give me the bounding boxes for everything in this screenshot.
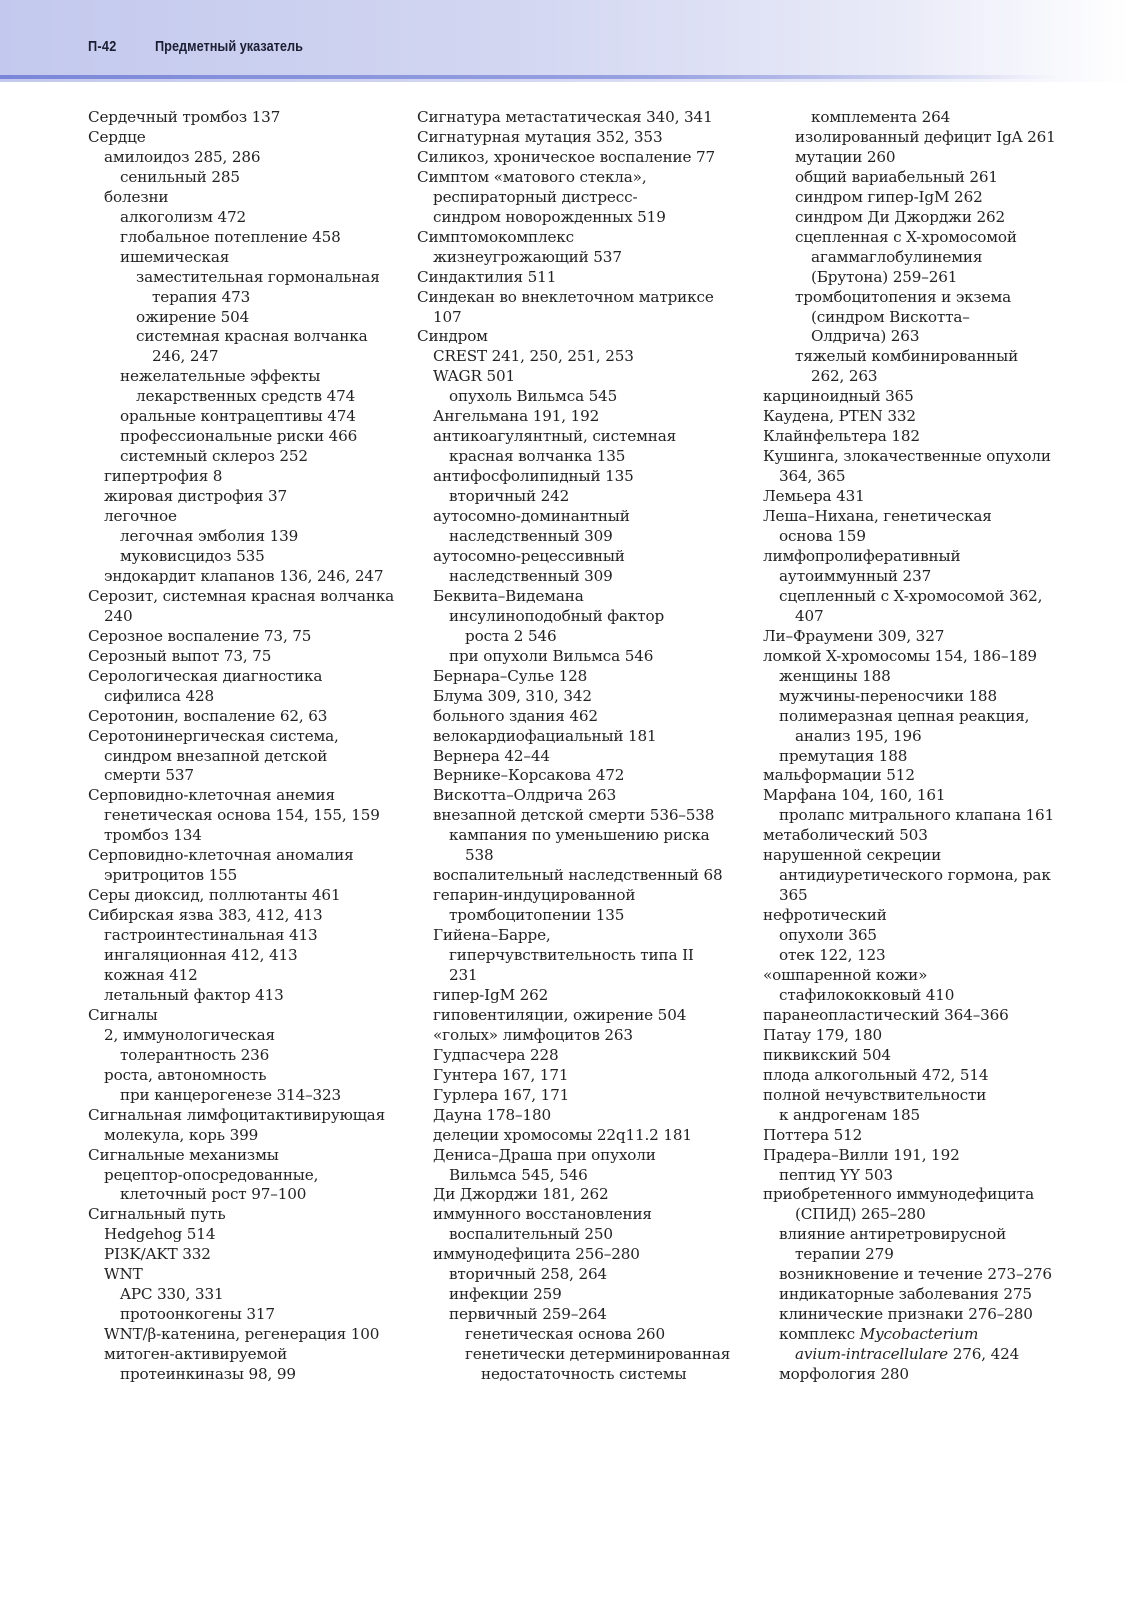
index-entry: антидиуретического гормона, рак (779, 866, 1051, 885)
index-entry: 538 (465, 846, 494, 865)
index-entry: внезапной детской смерти 536–538 (433, 806, 715, 825)
index-entry: глобальное потепление 458 (120, 227, 341, 246)
index-entry: 240 (104, 606, 133, 625)
index-entry: смерти 537 (104, 766, 194, 785)
index-entry: сенильный 285 (120, 167, 240, 186)
index-entry: заместительная гормональная (136, 267, 380, 286)
index-entry: воспалительный 250 (449, 1225, 613, 1244)
index-entry: Hedgehog 514 (104, 1225, 216, 1244)
index-entry: амилоидоз 285, 286 (104, 147, 261, 166)
index-entry: кожная 412 (104, 965, 198, 984)
index-entry: Серозное воспаление 73, 75 (88, 626, 312, 645)
index-entry: Симптом «матового стекла», (417, 167, 647, 186)
index-entry: Ли–Фраумени 309, 327 (763, 626, 945, 645)
index-entry: гастроинтестинальная 413 (104, 926, 318, 945)
index-entry: инсулиноподобный фактор (449, 606, 665, 625)
index-entry: эритроцитов 155 (104, 866, 238, 885)
index-entry: изолированный дефицит IgA 261 (795, 127, 1056, 146)
index-entry: Каудена, PTEN 332 (763, 407, 916, 426)
index-entry: «голых» лимфоцитов 263 (433, 1025, 633, 1044)
index-entry: 231 (449, 965, 478, 984)
index-entry: Сердечный тромбоз 137 (88, 108, 281, 126)
index-entry: Серы диоксид, поллютанты 461 (88, 886, 341, 905)
index-entry: Серотонин, воспаление 62, 63 (88, 706, 328, 725)
index-entry: роста, автономность (104, 1065, 267, 1084)
index-entry: (синдром Вискотта– (811, 307, 970, 326)
index-entry: опухоли 365 (779, 926, 877, 945)
index-entry: основа 159 (779, 527, 866, 546)
index-entry: Серозный выпот 73, 75 (88, 646, 272, 665)
index-entry: Синдактилия 511 (417, 267, 557, 286)
index-entry: полной нечувствительности (763, 1085, 987, 1104)
index-entry: болезни (104, 187, 169, 206)
index-entry: лекарственных средств 474 (136, 387, 356, 406)
index-entry: наследственный 309 (449, 566, 613, 585)
index-entry: Бернара–Сулье 128 (433, 666, 588, 685)
index-column-2 (417, 108, 737, 1385)
index-entry: аутосомно-доминантный (433, 507, 630, 526)
index-entry: клинические признаки 276–280 (779, 1305, 1033, 1324)
index-entry: «ошпаренной кожи» (763, 965, 928, 984)
index-entry: нежелательные эффекты (120, 367, 321, 386)
index-entry: Дауна 178–180 (433, 1105, 551, 1124)
index-entry: комплемента 264 (811, 108, 951, 126)
index-entry: опухоль Вильмса 545 (449, 387, 618, 406)
index-entry: аутосомно-рецессивный (433, 546, 625, 565)
index-entry: Марфана 104, 160, 161 (763, 786, 946, 805)
index-entry: мутации 260 (795, 147, 896, 166)
index-entry: карциноидный 365 (763, 387, 914, 406)
index-entry: протеинкиназы 98, 99 (120, 1365, 296, 1384)
index-entry: кампания по уменьшению риска (449, 826, 710, 845)
index-entry: синдром гипер-IgM 262 (795, 187, 983, 206)
index-entry: первичный 259–264 (449, 1305, 607, 1324)
index-entry: Олдрича) 263 (811, 327, 920, 346)
index-entry: APC 330, 331 (120, 1285, 224, 1304)
index-entry: легочное (104, 507, 177, 526)
running-head: Предметный указатель (155, 38, 303, 55)
index-entry: Кушинга, злокачественные опухоли (763, 447, 1051, 466)
index-entry: сифилиса 428 (104, 686, 214, 705)
index-entry: тромбоцитопении 135 (449, 906, 625, 925)
index-entry: Гурлера 167, 171 (433, 1085, 570, 1104)
index-entry: Сигнальные механизмы (88, 1145, 279, 1164)
index-entry: пептид YY 503 (779, 1165, 893, 1184)
index-entry: 407 (795, 606, 824, 625)
index-entry: больного здания 462 (433, 706, 598, 725)
index-entry: ломкой X-хромосомы 154, 186–189 (763, 646, 1037, 665)
index-entry: Серологическая диагностика (88, 666, 323, 685)
index-entry: рецептор-опосредованные, (104, 1165, 319, 1184)
index-entry: Сибирская язва 383, 412, 413 (88, 906, 323, 925)
index-entry: респираторный дистресс- (433, 187, 638, 206)
index-entry: молекула, корь 399 (104, 1125, 259, 1144)
index-entry: Дениса–Драша при опухоли (433, 1145, 656, 1164)
index-entry: влияние антиретровирусной (779, 1225, 1007, 1244)
index-entry: морфология 280 (779, 1365, 909, 1384)
index-entry: WAGR 501 (433, 367, 516, 386)
index-entry: недостаточность системы (481, 1365, 687, 1384)
index-entry: Сигнальная лимфоцитактивирующая (88, 1105, 386, 1124)
index-entry: Серозит, системная красная волчанка (88, 586, 395, 605)
index-entry: системный склероз 252 (120, 447, 308, 466)
index-entry: гепарин-индуцированной (433, 886, 636, 905)
index-entry: индикаторные заболевания 275 (779, 1285, 1032, 1304)
index-entry: Беквита–Видемана (433, 586, 584, 605)
index-entry: Гийена–Барре, (433, 926, 551, 945)
index-entry: PI3K/AKT 332 (104, 1245, 211, 1264)
index-entry: CREST 241, 250, 251, 253 (433, 347, 634, 366)
index-entry: роста 2 546 (465, 626, 557, 645)
index-entry: Силикоз, хроническое воспаление 77 (417, 147, 716, 166)
index-entry: лимфопролиферативный (763, 546, 961, 565)
index-entry: сцепленный с X-хромосомой 362, (779, 586, 1043, 605)
index-entry: жизнеугрожающий 537 (433, 247, 622, 266)
index-entry: оральные контрацептивы 474 (120, 407, 356, 426)
index-entry: 107 (433, 307, 462, 326)
index-entry: WNT (104, 1265, 143, 1284)
index-entry: терапия 473 (152, 287, 251, 306)
index-entry: наследственный 309 (449, 527, 613, 546)
index-entry: Вискотта–Олдрича 263 (433, 786, 617, 805)
index-entry: жировая дистрофия 37 (104, 487, 287, 506)
index-entry: Леша–Нихана, генетическая (763, 507, 992, 526)
index-entry: агаммаглобулинемия (811, 247, 983, 266)
index-entry: вторичный 258, 264 (449, 1265, 608, 1284)
index-entry: вторичный 242 (449, 487, 570, 506)
index-entry: отек 122, 123 (779, 946, 886, 965)
index-entry: генетическая основа 260 (465, 1325, 665, 1344)
index-entry: антифосфолипидный 135 (433, 467, 634, 486)
index-entry: сцепленная с X-хромосомой (795, 227, 1017, 246)
index-entry: avium-intracellulare 276, 424 (795, 1345, 1020, 1364)
index-entry: Сигнатурная мутация 352, 353 (417, 127, 663, 146)
index-entry: алкоголизм 472 (120, 207, 247, 226)
index-entry: Гудпасчера 228 (433, 1045, 559, 1064)
index-entry: муковисцидоз 535 (120, 546, 265, 565)
index-entry: при опухоли Вильмса 546 (449, 646, 654, 665)
index-entry: красная волчанка 135 (449, 447, 626, 466)
index-entry: Сигналы (88, 1005, 158, 1024)
index-entry: Ди Джорджи 181, 262 (433, 1185, 609, 1204)
index-entry: летальный фактор 413 (104, 985, 284, 1004)
index-entry: делеции хромосомы 22q11.2 181 (433, 1125, 692, 1144)
index-entry: толерантность 236 (120, 1045, 270, 1064)
index-entry: гипертрофия 8 (104, 467, 223, 486)
index-entry: аутоиммунный 237 (779, 566, 932, 585)
index-entry: протоонкогены 317 (120, 1305, 275, 1324)
index-entry: тромбоцитопения и экзема (795, 287, 1012, 306)
index-entry: генетически детерминированная (465, 1345, 731, 1364)
index-entry: (Брутона) 259–261 (811, 267, 958, 286)
index-entry: Синдром (417, 327, 488, 346)
index-column-1 (88, 108, 393, 1385)
header-rule (0, 75, 1060, 79)
index-entry: гиповентиляции, ожирение 504 (433, 1005, 687, 1024)
index-entry: общий вариабельный 261 (795, 167, 998, 186)
index-entry: метаболический 503 (763, 826, 928, 845)
index-entry: воспалительный наследственный 68 (433, 866, 723, 885)
index-entry: Поттера 512 (763, 1125, 863, 1144)
index-entry: синдром внезапной детской (104, 746, 328, 765)
index-entry: Серповидно-клеточная анемия (88, 786, 335, 805)
index-entry: (СПИД) 265–280 (795, 1205, 926, 1224)
index-entry: женщины 188 (779, 666, 891, 685)
index-entry: Серповидно-клеточная аномалия (88, 846, 354, 865)
index-entry: генетическая основа 154, 155, 159 (104, 806, 380, 825)
index-entry: Сигнатура метастатическая 340, 341 (417, 108, 713, 126)
index-entry: мальформации 512 (763, 766, 915, 785)
index-entry: Блума 309, 310, 342 (433, 686, 592, 705)
index-entry: Вильмса 545, 546 (449, 1165, 588, 1184)
index-entry: 246, 247 (152, 347, 219, 366)
index-entry: 364, 365 (779, 467, 846, 486)
index-entry: велокардиофациальный 181 (433, 726, 657, 745)
index-entry: пролапс митрального клапана 161 (779, 806, 1055, 825)
index-entry: полимеразная цепная реакция, (779, 706, 1030, 725)
index-entry: WNT/β-катенина, регенерация 100 (104, 1325, 380, 1344)
index-entry: Симптомокомплекс (417, 227, 574, 246)
index-entry: Синдекан во внеклеточном матриксе (417, 287, 714, 306)
index-entry: Серотонинергическая система, (88, 726, 339, 745)
index-entry: при канцерогенезе 314–323 (120, 1085, 342, 1104)
index-entry: нарушенной секреции (763, 846, 942, 865)
index-entry: терапии 279 (795, 1245, 894, 1264)
index-entry: Клайнфельтера 182 (763, 427, 920, 446)
index-entry: Прадера–Вилли 191, 192 (763, 1145, 960, 1164)
index-entry: 2, иммунологическая (104, 1025, 275, 1044)
index-entry: Лемьера 431 (763, 487, 865, 506)
index-entry: стафилококковый 410 (779, 985, 955, 1004)
index-entry: антикоагулянтный, системная (433, 427, 677, 446)
index-entry: пиквикский 504 (763, 1045, 891, 1064)
page-number: П-42 (88, 38, 117, 55)
index-entry: легочная эмболия 139 (120, 527, 299, 546)
index-column-3 (763, 108, 1083, 1385)
index-entry: Патау 179, 180 (763, 1025, 883, 1044)
index-entry: комплекс Mycobacterium (779, 1325, 979, 1344)
index-entry: мужчины-переносчики 188 (779, 686, 997, 705)
index-entry: клеточный рост 97–100 (120, 1185, 307, 1204)
index-entry: 262, 263 (811, 367, 878, 386)
index-entry: митоген-активируемой (104, 1345, 288, 1364)
index-entry: гиперчувствительность типа II (449, 946, 694, 965)
index-entry: премутация 188 (779, 746, 908, 765)
index-entry: иммунодефицита 256–280 (433, 1245, 640, 1264)
index-entry: ишемическая (120, 247, 230, 266)
index-entry: 365 (779, 886, 808, 905)
index-entry: анализ 195, 196 (795, 726, 922, 745)
index-entry: Сердце (88, 127, 146, 146)
index-entry: эндокардит клапанов 136, 246, 247 (104, 566, 384, 585)
index-entry: паранеопластический 364–366 (763, 1005, 1009, 1024)
index-entry: ингаляционная 412, 413 (104, 946, 298, 965)
index-entry: Сигнальный путь (88, 1205, 226, 1224)
index-entry: иммунного восстановления (433, 1205, 652, 1224)
index-entry: к андрогенам 185 (779, 1105, 921, 1124)
index-entry: ожирение 504 (136, 307, 250, 326)
index-entry: тромбоз 134 (104, 826, 202, 845)
index-entry: Вернике–Корсакова 472 (433, 766, 625, 785)
index-entry: возникновение и течение 273–276 (779, 1265, 1052, 1284)
index-entry: Ангельмана 191, 192 (433, 407, 600, 426)
index-entry: Гунтера 167, 171 (433, 1065, 569, 1084)
index-entry: системная красная волчанка (136, 327, 368, 346)
index-entry: плода алкогольный 472, 514 (763, 1065, 989, 1084)
index-entry: синдром Ди Джорджи 262 (795, 207, 1006, 226)
index-entry: гипер-IgM 262 (433, 985, 549, 1004)
index-entry: синдром новорожденных 519 (433, 207, 666, 226)
index-entry: Вернера 42–44 (433, 746, 550, 765)
index-entry: профессиональные риски 466 (120, 427, 358, 446)
index-entry: приобретенного иммунодефицита (763, 1185, 1034, 1204)
index-entry: инфекции 259 (449, 1285, 562, 1304)
index-entry: нефротический (763, 906, 887, 925)
index-entry: тяжелый комбинированный (795, 347, 1019, 366)
